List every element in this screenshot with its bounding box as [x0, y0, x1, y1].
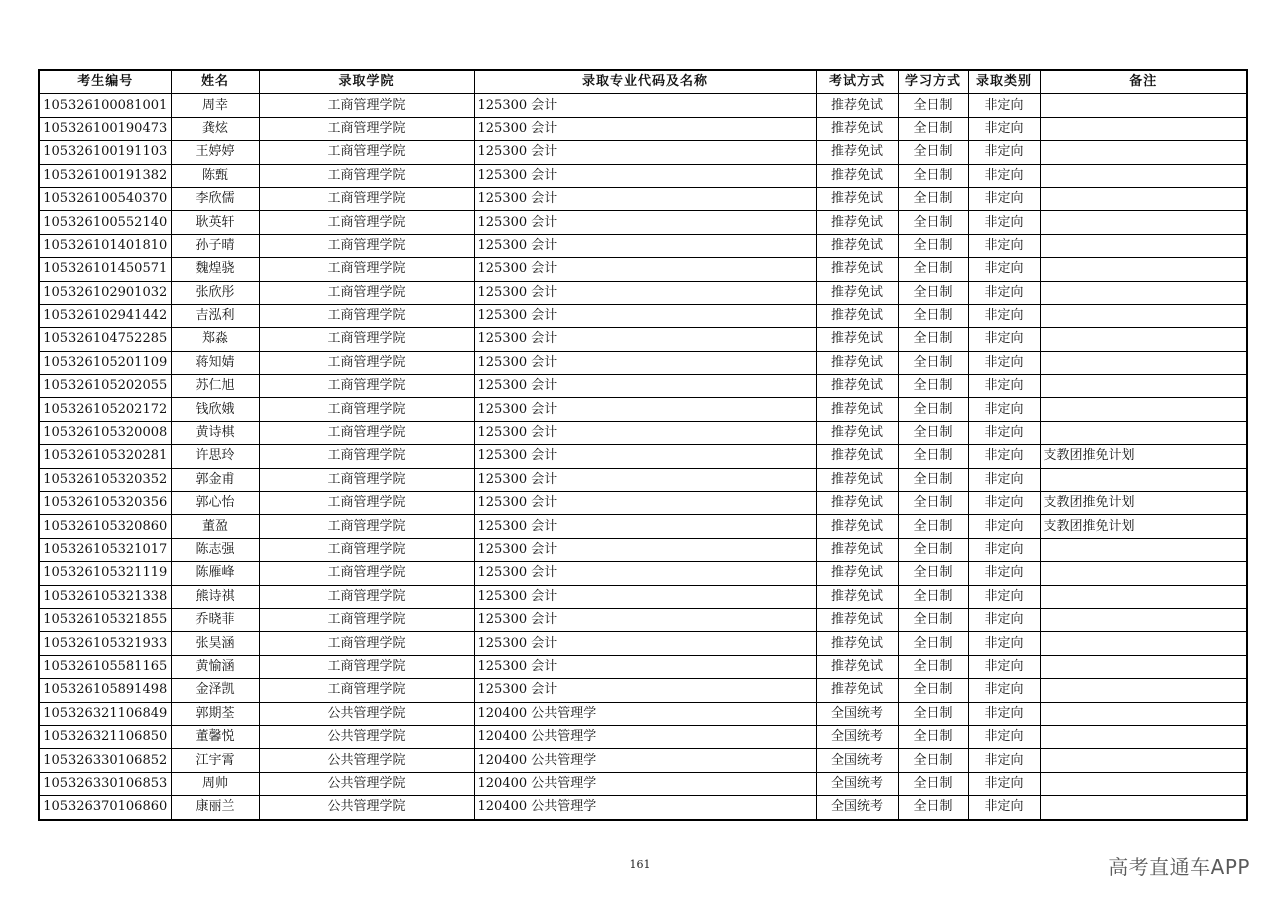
cell-admission-type: 非定向: [968, 351, 1040, 374]
cell-candidate-id: 105326105891498: [39, 679, 171, 702]
cell-remarks: [1040, 328, 1247, 351]
table-row: [39, 141, 1247, 164]
cell-exam-method: 推荐免试: [816, 538, 898, 561]
cell-exam-method: 全国统考: [816, 772, 898, 795]
cell-exam-method: 全国统考: [816, 749, 898, 772]
cell-name: 魏煌骁: [171, 258, 259, 281]
cell-candidate-id: 105326105201109: [39, 351, 171, 374]
cell-study-mode: 全日制: [898, 398, 968, 421]
cell-remarks: [1040, 94, 1247, 117]
cell-admission-type: 非定向: [968, 258, 1040, 281]
cell-admission-type: 非定向: [968, 679, 1040, 702]
cell-exam-method: 推荐免试: [816, 234, 898, 257]
cell-exam-method: 全国统考: [816, 725, 898, 748]
cell-exam-method: 推荐免试: [816, 187, 898, 210]
cell-admission-type: 非定向: [968, 141, 1040, 164]
cell-candidate-id: 105326100190473: [39, 117, 171, 140]
cell-study-mode: 全日制: [898, 562, 968, 585]
cell-name: 张昊涵: [171, 632, 259, 655]
header-name: 姓名: [171, 70, 259, 94]
cell-admission-type: 非定向: [968, 796, 1040, 820]
cell-study-mode: 全日制: [898, 772, 968, 795]
cell-remarks: [1040, 632, 1247, 655]
cell-name: 郭心怡: [171, 492, 259, 515]
cell-major: 125300 会计: [474, 398, 816, 421]
cell-name: 郭期荃: [171, 702, 259, 725]
cell-major: 125300 会计: [474, 608, 816, 631]
cell-name: 张欣彤: [171, 281, 259, 304]
cell-admission-type: 非定向: [968, 421, 1040, 444]
cell-remarks: [1040, 141, 1247, 164]
cell-college: 工商管理学院: [259, 515, 474, 538]
cell-remarks: [1040, 117, 1247, 140]
cell-major: 125300 会计: [474, 281, 816, 304]
cell-candidate-id: 105326321106850: [39, 725, 171, 748]
cell-study-mode: 全日制: [898, 164, 968, 187]
cell-exam-method: 推荐免试: [816, 211, 898, 234]
cell-admission-type: 非定向: [968, 375, 1040, 398]
cell-candidate-id: 105326100540370: [39, 187, 171, 210]
table-row: [39, 117, 1247, 140]
cell-admission-type: 非定向: [968, 445, 1040, 468]
cell-study-mode: 全日制: [898, 187, 968, 210]
cell-candidate-id: 105326100191103: [39, 141, 171, 164]
cell-study-mode: 全日制: [898, 796, 968, 820]
cell-candidate-id: 105326100191382: [39, 164, 171, 187]
cell-admission-type: 非定向: [968, 515, 1040, 538]
cell-candidate-id: 105326105321119: [39, 562, 171, 585]
cell-candidate-id: 105326100552140: [39, 211, 171, 234]
table-row: [39, 304, 1247, 327]
cell-remarks: [1040, 211, 1247, 234]
cell-name: 董盈: [171, 515, 259, 538]
cell-candidate-id: 105326105320281: [39, 445, 171, 468]
cell-candidate-id: 105326100081001: [39, 94, 171, 117]
cell-name: 龚炫: [171, 117, 259, 140]
cell-college: 工商管理学院: [259, 445, 474, 468]
cell-study-mode: 全日制: [898, 328, 968, 351]
cell-study-mode: 全日制: [898, 304, 968, 327]
table-row: [39, 258, 1247, 281]
cell-remarks: [1040, 375, 1247, 398]
cell-candidate-id: 105326321106849: [39, 702, 171, 725]
header-major: 录取专业代码及名称: [474, 70, 816, 94]
cell-college: 工商管理学院: [259, 304, 474, 327]
cell-college: 工商管理学院: [259, 328, 474, 351]
cell-college: 工商管理学院: [259, 679, 474, 702]
cell-admission-type: 非定向: [968, 725, 1040, 748]
table-header-row: [39, 70, 1247, 94]
cell-study-mode: 全日制: [898, 421, 968, 444]
cell-remarks: 支教团推免计划: [1040, 445, 1247, 468]
cell-name: 蒋知婧: [171, 351, 259, 374]
cell-study-mode: 全日制: [898, 211, 968, 234]
cell-major: 125300 会计: [474, 492, 816, 515]
cell-exam-method: 推荐免试: [816, 258, 898, 281]
cell-college: 工商管理学院: [259, 234, 474, 257]
cell-admission-type: 非定向: [968, 608, 1040, 631]
table-row: [39, 281, 1247, 304]
cell-name: 李欣儒: [171, 187, 259, 210]
cell-remarks: [1040, 772, 1247, 795]
cell-admission-type: 非定向: [968, 655, 1040, 678]
cell-major: 120400 公共管理学: [474, 749, 816, 772]
cell-candidate-id: 105326101450571: [39, 258, 171, 281]
cell-name: 许思玲: [171, 445, 259, 468]
cell-remarks: [1040, 421, 1247, 444]
cell-name: 陈雁峰: [171, 562, 259, 585]
cell-college: 公共管理学院: [259, 702, 474, 725]
cell-exam-method: 推荐免试: [816, 328, 898, 351]
table-row: [39, 398, 1247, 421]
cell-name: 郑淼: [171, 328, 259, 351]
cell-study-mode: 全日制: [898, 117, 968, 140]
cell-candidate-id: 105326105202172: [39, 398, 171, 421]
cell-major: 125300 会计: [474, 304, 816, 327]
table-body: [39, 94, 1247, 820]
cell-remarks: [1040, 702, 1247, 725]
cell-admission-type: 非定向: [968, 492, 1040, 515]
cell-major: 125300 会计: [474, 234, 816, 257]
cell-admission-type: 非定向: [968, 304, 1040, 327]
page-number: 161: [629, 858, 651, 871]
cell-candidate-id: 105326105320008: [39, 421, 171, 444]
cell-remarks: [1040, 234, 1247, 257]
cell-name: 陈甄: [171, 164, 259, 187]
cell-college: 工商管理学院: [259, 608, 474, 631]
cell-name: 金泽凯: [171, 679, 259, 702]
cell-name: 康丽兰: [171, 796, 259, 820]
cell-name: 耿英轩: [171, 211, 259, 234]
cell-major: 125300 会计: [474, 515, 816, 538]
header-candidate-id: 考生编号: [39, 70, 171, 94]
cell-exam-method: 推荐免试: [816, 585, 898, 608]
table-row: [39, 749, 1247, 772]
header-college: 录取学院: [259, 70, 474, 94]
cell-name: 董馨悦: [171, 725, 259, 748]
cell-admission-type: 非定向: [968, 234, 1040, 257]
cell-college: 公共管理学院: [259, 749, 474, 772]
cell-remarks: [1040, 187, 1247, 210]
cell-candidate-id: 105326104752285: [39, 328, 171, 351]
cell-study-mode: 全日制: [898, 585, 968, 608]
cell-college: 工商管理学院: [259, 632, 474, 655]
cell-major: 125300 会计: [474, 445, 816, 468]
cell-remarks: [1040, 258, 1247, 281]
cell-candidate-id: 105326102901032: [39, 281, 171, 304]
watermark-logo-text: 高考直通车APP: [1108, 855, 1250, 879]
cell-major: 125300 会计: [474, 211, 816, 234]
table-row: [39, 421, 1247, 444]
table-row: [39, 538, 1247, 561]
cell-major: 125300 会计: [474, 655, 816, 678]
table-row: [39, 187, 1247, 210]
cell-college: 工商管理学院: [259, 562, 474, 585]
cell-candidate-id: 105326105202055: [39, 375, 171, 398]
cell-candidate-id: 105326370106860: [39, 796, 171, 820]
cell-study-mode: 全日制: [898, 725, 968, 748]
cell-exam-method: 推荐免试: [816, 608, 898, 631]
table-row: [39, 211, 1247, 234]
cell-name: 黄愉涵: [171, 655, 259, 678]
table-row: [39, 351, 1247, 374]
cell-study-mode: 全日制: [898, 468, 968, 491]
cell-name: 周幸: [171, 94, 259, 117]
cell-study-mode: 全日制: [898, 679, 968, 702]
cell-remarks: [1040, 468, 1247, 491]
cell-exam-method: 推荐免试: [816, 468, 898, 491]
cell-candidate-id: 105326105320860: [39, 515, 171, 538]
cell-exam-method: 推荐免试: [816, 655, 898, 678]
cell-exam-method: 推荐免试: [816, 445, 898, 468]
cell-major: 125300 会计: [474, 117, 816, 140]
cell-major: 125300 会计: [474, 328, 816, 351]
cell-exam-method: 全国统考: [816, 796, 898, 820]
cell-study-mode: 全日制: [898, 234, 968, 257]
cell-study-mode: 全日制: [898, 749, 968, 772]
cell-college: 工商管理学院: [259, 141, 474, 164]
table-row: [39, 164, 1247, 187]
table-row: [39, 445, 1247, 468]
table-row: [39, 679, 1247, 702]
cell-college: 工商管理学院: [259, 585, 474, 608]
table-row: [39, 328, 1247, 351]
cell-remarks: [1040, 679, 1247, 702]
cell-candidate-id: 105326105320352: [39, 468, 171, 491]
cell-candidate-id: 105326105321017: [39, 538, 171, 561]
cell-major: 125300 会计: [474, 679, 816, 702]
cell-study-mode: 全日制: [898, 351, 968, 374]
cell-study-mode: 全日制: [898, 492, 968, 515]
cell-exam-method: 推荐免试: [816, 375, 898, 398]
cell-exam-method: 推荐免试: [816, 562, 898, 585]
table-row: [39, 492, 1247, 515]
cell-major: 125300 会计: [474, 141, 816, 164]
cell-major: 120400 公共管理学: [474, 796, 816, 820]
cell-admission-type: 非定向: [968, 468, 1040, 491]
cell-admission-type: 非定向: [968, 187, 1040, 210]
cell-college: 公共管理学院: [259, 772, 474, 795]
cell-college: 工商管理学院: [259, 421, 474, 444]
cell-remarks: [1040, 725, 1247, 748]
cell-admission-type: 非定向: [968, 772, 1040, 795]
table-row: [39, 632, 1247, 655]
cell-admission-type: 非定向: [968, 328, 1040, 351]
cell-name: 钱欣娥: [171, 398, 259, 421]
cell-name: 黄诗棋: [171, 421, 259, 444]
cell-candidate-id: 105326105321338: [39, 585, 171, 608]
cell-study-mode: 全日制: [898, 655, 968, 678]
cell-remarks: [1040, 164, 1247, 187]
header-admission-type: 录取类别: [968, 70, 1040, 94]
cell-exam-method: 推荐免试: [816, 351, 898, 374]
header-exam-method: 考试方式: [816, 70, 898, 94]
table-row: [39, 796, 1247, 820]
cell-study-mode: 全日制: [898, 258, 968, 281]
table-row: [39, 515, 1247, 538]
cell-major: 120400 公共管理学: [474, 702, 816, 725]
cell-college: 工商管理学院: [259, 351, 474, 374]
cell-college: 工商管理学院: [259, 398, 474, 421]
cell-college: 工商管理学院: [259, 117, 474, 140]
cell-college: 工商管理学院: [259, 538, 474, 561]
table-row: [39, 94, 1247, 117]
cell-major: 125300 会计: [474, 632, 816, 655]
cell-exam-method: 推荐免试: [816, 141, 898, 164]
cell-exam-method: 全国统考: [816, 702, 898, 725]
cell-study-mode: 全日制: [898, 515, 968, 538]
cell-major: 120400 公共管理学: [474, 725, 816, 748]
cell-college: 公共管理学院: [259, 796, 474, 820]
cell-study-mode: 全日制: [898, 538, 968, 561]
cell-admission-type: 非定向: [968, 632, 1040, 655]
cell-study-mode: 全日制: [898, 141, 968, 164]
cell-candidate-id: 105326105321933: [39, 632, 171, 655]
cell-college: 工商管理学院: [259, 281, 474, 304]
cell-college: 工商管理学院: [259, 94, 474, 117]
cell-admission-type: 非定向: [968, 749, 1040, 772]
cell-name: 苏仁旭: [171, 375, 259, 398]
cell-exam-method: 推荐免试: [816, 304, 898, 327]
cell-study-mode: 全日制: [898, 375, 968, 398]
cell-admission-type: 非定向: [968, 585, 1040, 608]
cell-remarks: 支教团推免计划: [1040, 492, 1247, 515]
cell-exam-method: 推荐免试: [816, 679, 898, 702]
cell-exam-method: 推荐免试: [816, 281, 898, 304]
cell-major: 125300 会计: [474, 585, 816, 608]
cell-major: 125300 会计: [474, 258, 816, 281]
cell-admission-type: 非定向: [968, 117, 1040, 140]
cell-exam-method: 推荐免试: [816, 632, 898, 655]
table-row: [39, 468, 1247, 491]
cell-college: 工商管理学院: [259, 164, 474, 187]
cell-exam-method: 推荐免试: [816, 515, 898, 538]
table-row: [39, 234, 1247, 257]
cell-remarks: [1040, 304, 1247, 327]
cell-admission-type: 非定向: [968, 398, 1040, 421]
cell-college: 公共管理学院: [259, 725, 474, 748]
cell-candidate-id: 105326330106853: [39, 772, 171, 795]
table-row: [39, 562, 1247, 585]
table-row: [39, 655, 1247, 678]
cell-major: 125300 会计: [474, 351, 816, 374]
cell-admission-type: 非定向: [968, 211, 1040, 234]
cell-exam-method: 推荐免试: [816, 117, 898, 140]
cell-study-mode: 全日制: [898, 632, 968, 655]
cell-remarks: [1040, 796, 1247, 820]
table-row: [39, 375, 1247, 398]
table-row: [39, 772, 1247, 795]
header-remarks: 备注: [1040, 70, 1247, 94]
cell-candidate-id: 105326101401810: [39, 234, 171, 257]
cell-major: 125300 会计: [474, 164, 816, 187]
cell-major: 120400 公共管理学: [474, 772, 816, 795]
cell-remarks: [1040, 538, 1247, 561]
cell-candidate-id: 105326105320356: [39, 492, 171, 515]
cell-name: 吉泓利: [171, 304, 259, 327]
cell-admission-type: 非定向: [968, 538, 1040, 561]
table-row: [39, 725, 1247, 748]
cell-remarks: [1040, 351, 1247, 374]
cell-major: 125300 会计: [474, 375, 816, 398]
table-row: [39, 608, 1247, 631]
cell-remarks: [1040, 562, 1247, 585]
header-study-mode: 学习方式: [898, 70, 968, 94]
cell-study-mode: 全日制: [898, 281, 968, 304]
cell-remarks: [1040, 281, 1247, 304]
cell-remarks: [1040, 655, 1247, 678]
cell-name: 郭金甫: [171, 468, 259, 491]
cell-name: 熊诗祺: [171, 585, 259, 608]
admissions-table: [38, 69, 1248, 821]
cell-remarks: [1040, 585, 1247, 608]
cell-candidate-id: 105326102941442: [39, 304, 171, 327]
table-row: [39, 702, 1247, 725]
cell-college: 工商管理学院: [259, 258, 474, 281]
cell-remarks: 支教团推免计划: [1040, 515, 1247, 538]
cell-candidate-id: 105326105581165: [39, 655, 171, 678]
cell-candidate-id: 105326330106852: [39, 749, 171, 772]
cell-admission-type: 非定向: [968, 164, 1040, 187]
cell-name: 孙子晴: [171, 234, 259, 257]
cell-name: 周帅: [171, 772, 259, 795]
cell-major: 125300 会计: [474, 94, 816, 117]
cell-name: 王婷婷: [171, 141, 259, 164]
cell-college: 工商管理学院: [259, 187, 474, 210]
cell-exam-method: 推荐免试: [816, 398, 898, 421]
cell-candidate-id: 105326105321855: [39, 608, 171, 631]
cell-name: 江宇霄: [171, 749, 259, 772]
cell-exam-method: 推荐免试: [816, 492, 898, 515]
cell-remarks: [1040, 749, 1247, 772]
cell-major: 125300 会计: [474, 468, 816, 491]
cell-college: 工商管理学院: [259, 468, 474, 491]
cell-major: 125300 会计: [474, 421, 816, 444]
cell-college: 工商管理学院: [259, 655, 474, 678]
cell-study-mode: 全日制: [898, 702, 968, 725]
cell-major: 125300 会计: [474, 538, 816, 561]
cell-remarks: [1040, 608, 1247, 631]
cell-admission-type: 非定向: [968, 562, 1040, 585]
cell-study-mode: 全日制: [898, 608, 968, 631]
cell-study-mode: 全日制: [898, 94, 968, 117]
cell-exam-method: 推荐免试: [816, 94, 898, 117]
cell-name: 乔晓菲: [171, 608, 259, 631]
cell-college: 工商管理学院: [259, 492, 474, 515]
cell-college: 工商管理学院: [259, 375, 474, 398]
cell-remarks: [1040, 398, 1247, 421]
cell-admission-type: 非定向: [968, 702, 1040, 725]
cell-exam-method: 推荐免试: [816, 421, 898, 444]
cell-study-mode: 全日制: [898, 445, 968, 468]
cell-admission-type: 非定向: [968, 281, 1040, 304]
cell-major: 125300 会计: [474, 187, 816, 210]
cell-college: 工商管理学院: [259, 211, 474, 234]
cell-admission-type: 非定向: [968, 94, 1040, 117]
table-row: [39, 585, 1247, 608]
cell-exam-method: 推荐免试: [816, 164, 898, 187]
cell-name: 陈志强: [171, 538, 259, 561]
cell-major: 125300 会计: [474, 562, 816, 585]
